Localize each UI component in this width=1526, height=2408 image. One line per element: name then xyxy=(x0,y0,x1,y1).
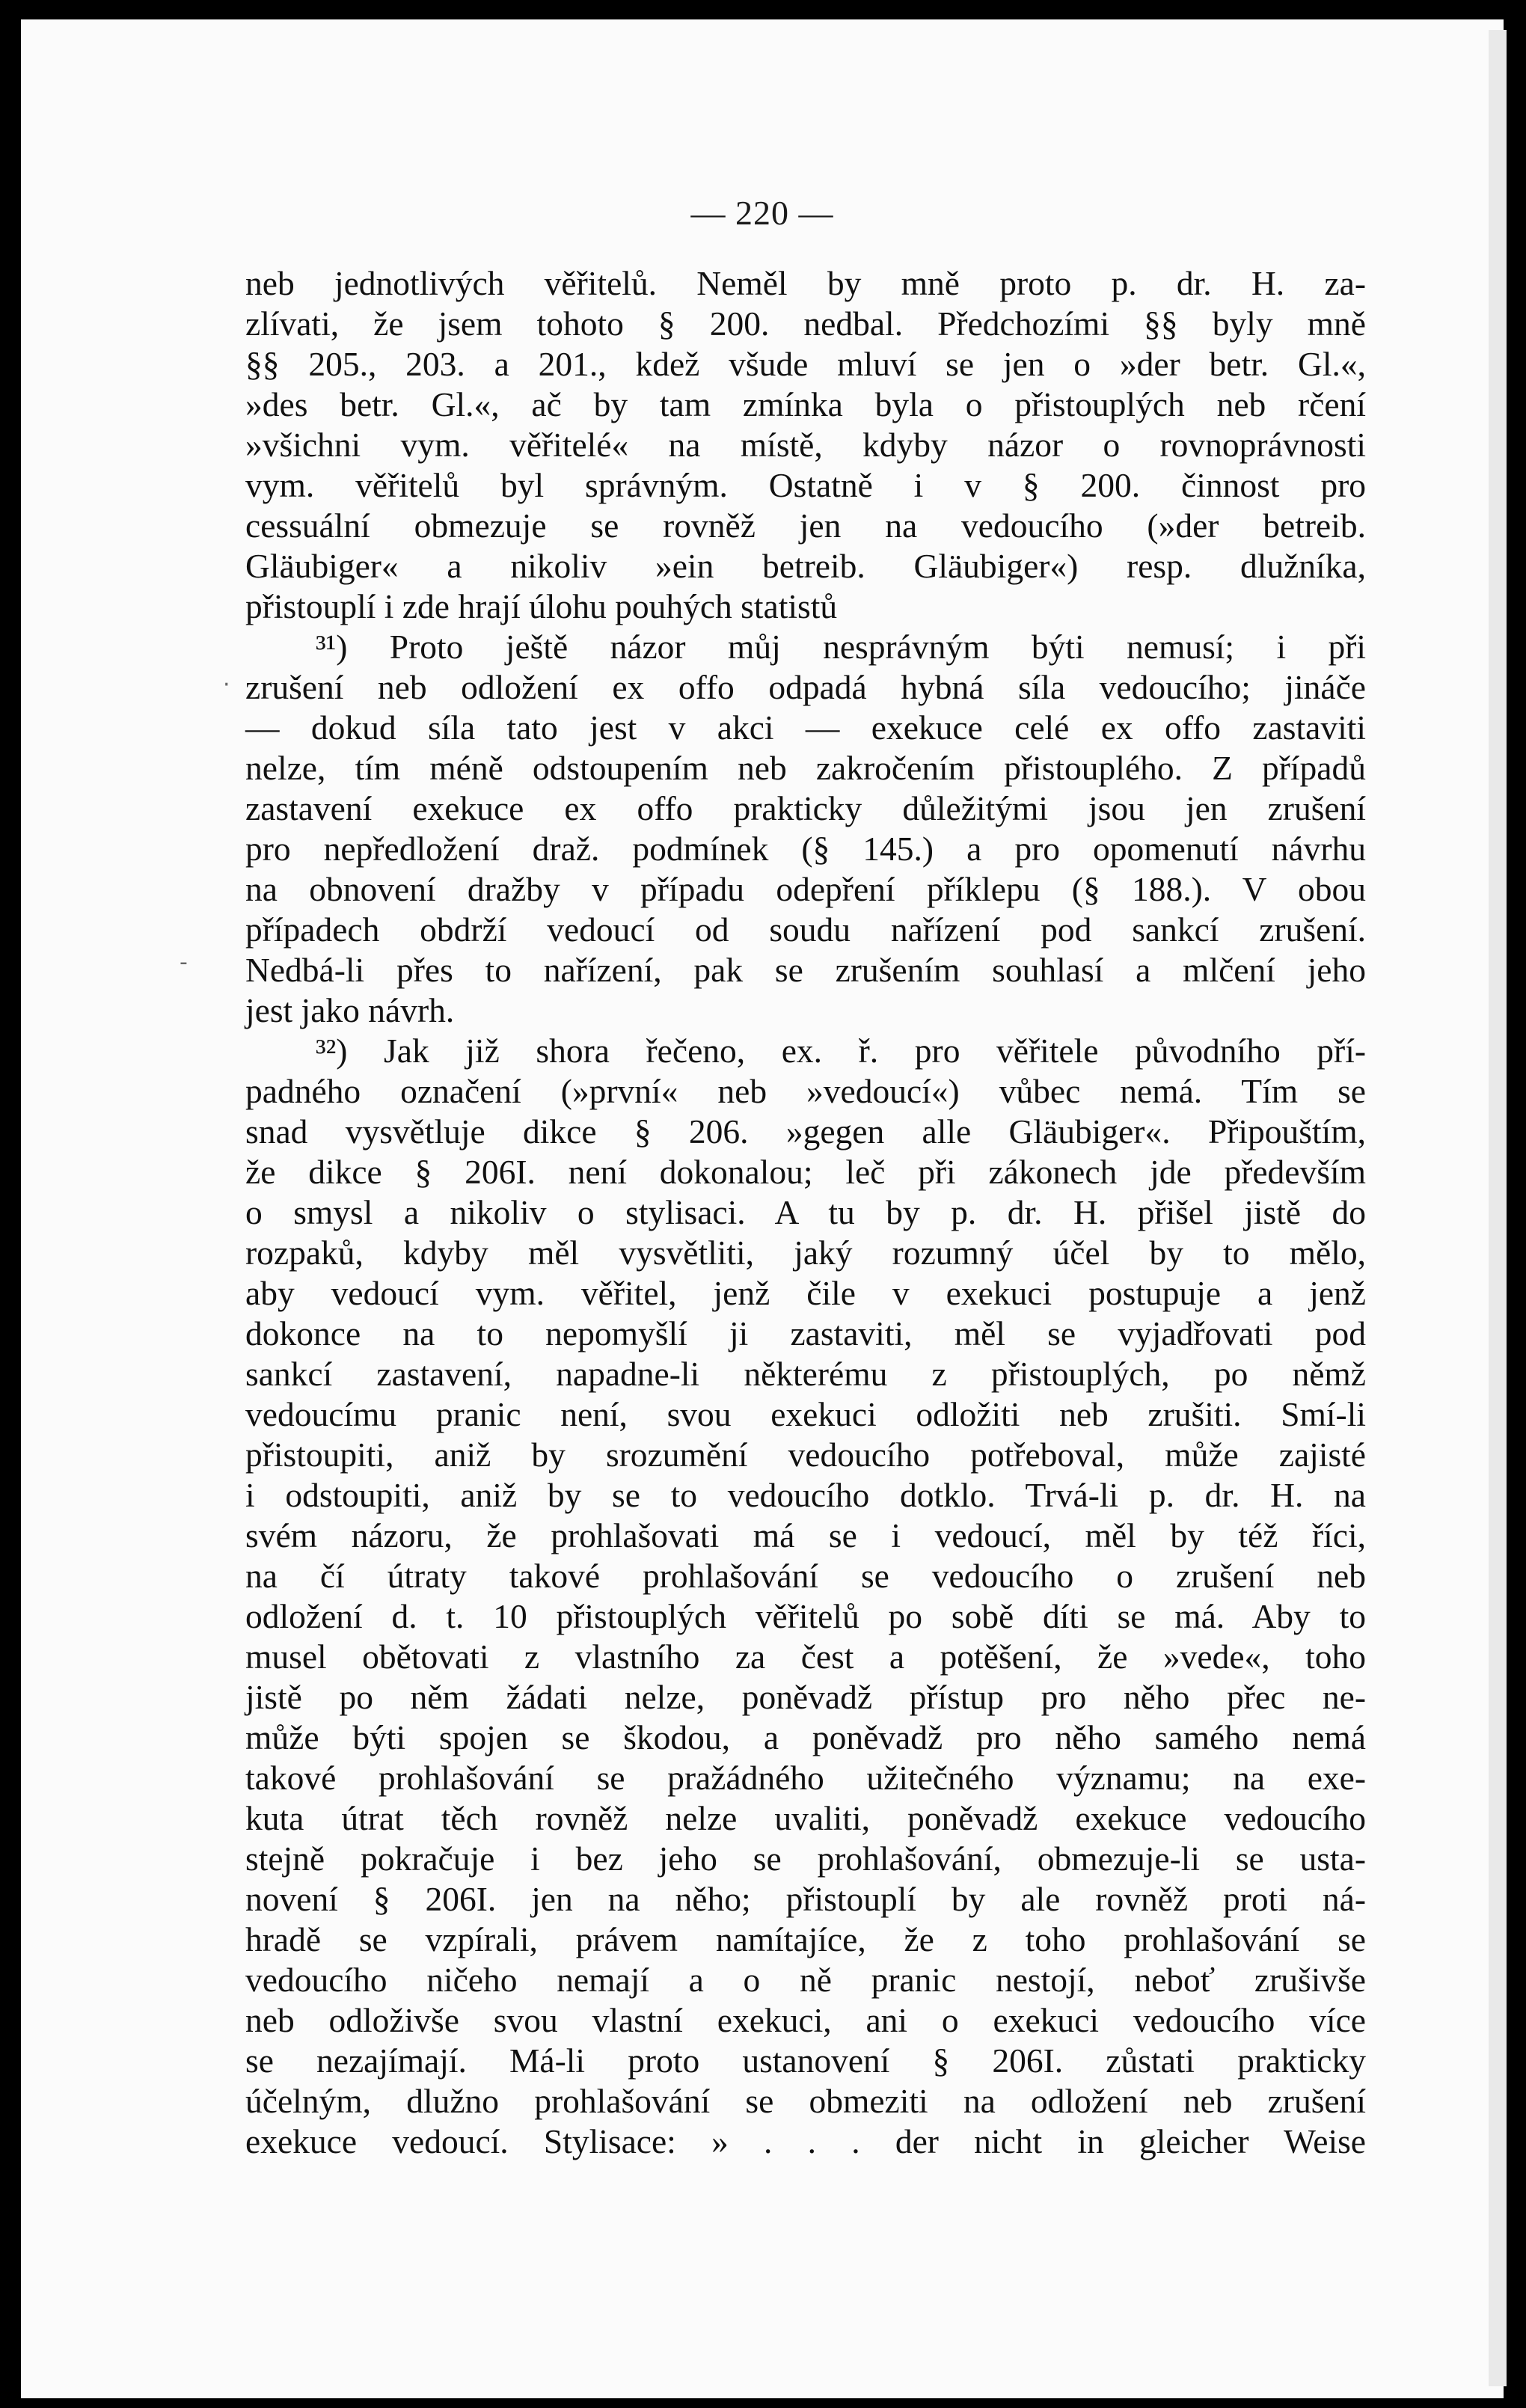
text-line: rozpaků, kdyby měl vysvětliti, jaký rozumný účel by to mělo, xyxy=(245,1234,1366,1272)
text-line: — dokud síla tato jest v akci — exekuce celé ex offo zastaviti xyxy=(245,708,1366,747)
text-line: §§ 205., 203. a 201., kdež všude mluví se jen o »der betr. Gl.«, xyxy=(245,345,1366,383)
text-line: zlívati, že jsem tohoto § 200. nedbal. Předchozími §§ byly mně xyxy=(245,304,1366,343)
text-line: že dikce § 206I. není dokonalou; leč při zákonech jde především xyxy=(245,1153,1366,1191)
text-line: neb odloživše svou vlastní exekuci, ani o exekuci vedoucího více xyxy=(245,2001,1366,2039)
text-line: může býti spojen se škodou, a poněvadž pro něho samého nemá xyxy=(245,1718,1366,1756)
text-line: vedoucího ničeho nemají a o ně pranic nestojí, neboť zrušivše xyxy=(245,1961,1366,1999)
text-line: nelze, tím méně odstoupením neb zakročením přistouplého. Z případů xyxy=(245,749,1366,787)
text-line: na obnovení dražby v případu odepření příklepu (§ 188.). V obou xyxy=(245,870,1366,908)
text-line: přistoupiti, aniž by srozumění vedoucího potřeboval, může zajisté xyxy=(245,1436,1366,1474)
text-line: jistě po něm žádati nelze, poněvadž přístup pro něho přec ne- xyxy=(245,1678,1366,1716)
footnote-32-start: ³²) Jak již shora řečeno, ex. ř. pro věřitele původního pří- xyxy=(316,1032,1366,1070)
book-page xyxy=(21,19,1504,2398)
text-line: vedoucímu pranic není, svou exekuci odložiti neb zrušiti. Smí-li xyxy=(245,1395,1366,1433)
text-line: hradě se vzpírali, právem namítajíce, že z toho prohlašování se xyxy=(245,1920,1366,1958)
text-line: novení § 206I. jen na něho; přistouplí by ale rovněž proti ná- xyxy=(245,1880,1366,1918)
text-line: snad vysvětluje dikce § 206. »gegen alle Gläubiger«. Připouštím, xyxy=(245,1112,1366,1151)
text-line: pro nepředložení draž. podmínek (§ 145.) a pro opomenutí návrhu xyxy=(245,830,1366,868)
text-line: stejně pokračuje i bez jeho se prohlašování, obmezuje-li se usta- xyxy=(245,1839,1366,1878)
text-line: musel obětovati z vlastního za čest a potěšení, že »vede«, toho xyxy=(245,1637,1366,1676)
text-line: aby vedoucí vym. věřitel, jenž čile v exekuci postupuje a jenž xyxy=(245,1274,1366,1312)
text-line: zastavení exekuce ex offo prakticky důležitými jsou jen zrušení xyxy=(245,789,1366,827)
text-line: neb jednotlivých věřitelů. Neměl by mně proto p. dr. H. za- xyxy=(245,264,1366,302)
text-line: sankcí zastavení, napadne-li některému z přistouplých, po němž xyxy=(245,1355,1366,1393)
page-number: — 220 — xyxy=(690,194,834,232)
text-line: »des betr. Gl.«, ač by tam zmínka byla o přistouplých neb rčení xyxy=(245,385,1366,423)
margin-mark: - xyxy=(180,949,188,975)
text-line: zrušení neb odložení ex offo odpadá hybná síla vedoucího; jináče xyxy=(245,668,1366,706)
text-line: jest jako návrh. xyxy=(245,991,455,1029)
text-line: přistouplí i zde hrají úlohu pouhých statistů xyxy=(245,587,838,625)
page-edge xyxy=(1489,30,1507,2386)
text-line: i odstoupiti, aniž by se to vedoucího dotklo. Trvá-li p. dr. H. na xyxy=(245,1476,1366,1514)
text-line: padného označení (»první« neb »vedoucí«) vůbec nemá. Tím se xyxy=(245,1072,1366,1110)
text-line: dokonce na to nepomyšlí ji zastaviti, měl se vyjadřovati pod xyxy=(245,1314,1366,1352)
text-line: odložení d. t. 10 přistouplých věřitelů po sobě díti se má. Aby to xyxy=(245,1597,1366,1635)
margin-mark: · xyxy=(223,672,230,698)
text-line: Nedbá-li přes to nařízení, pak se zrušením souhlasí a mlčení jeho xyxy=(245,951,1366,989)
text-line: případech obdrží vedoucí od soudu nařízení pod sankcí zrušení. xyxy=(245,910,1366,949)
text-line: takové prohlašování se pražádného užitečného významu; na exe- xyxy=(245,1759,1366,1797)
text-line: účelným, dlužno prohlašování se obmeziti na odložení neb zrušení xyxy=(245,2082,1366,2120)
text-line: na čí útraty takové prohlašování se vedoucího o zrušení neb xyxy=(245,1557,1366,1595)
text-line: se nezajímají. Má-li proto ustanovení § 206I. zůstati prakticky xyxy=(245,2041,1366,2080)
body-text xyxy=(245,263,1366,2162)
text-line: »všichni vym. věřitelé« na místě, kdyby názor o rovnoprávnosti xyxy=(245,426,1366,464)
text-line: Gläubiger« a nikoliv »ein betreib. Gläubiger«) resp. dlužníka, xyxy=(245,547,1366,585)
text-line: exekuce vedoucí. Stylisace: » . . . der nicht in gleicher Weise xyxy=(245,2122,1366,2160)
footnote-31-start: ³¹) Proto ještě názor můj nesprávným býti nemusí; i při xyxy=(316,628,1366,666)
text-line: svém názoru, že prohlašovati má se i vedoucí, měl by též říci, xyxy=(245,1516,1366,1554)
text-line: vym. věřitelů byl správným. Ostatně i v § 200. činnost pro xyxy=(245,466,1366,504)
text-line: kuta útrat těch rovněž nelze uvaliti, poněvadž exekuce vedoucího xyxy=(245,1799,1366,1837)
text-line: o smysl a nikoliv o stylisaci. A tu by p. dr. H. přišel jistě do xyxy=(245,1193,1366,1231)
text-line: cessuální obmezuje se rovněž jen na vedoucího (»der betreib. xyxy=(245,506,1366,545)
